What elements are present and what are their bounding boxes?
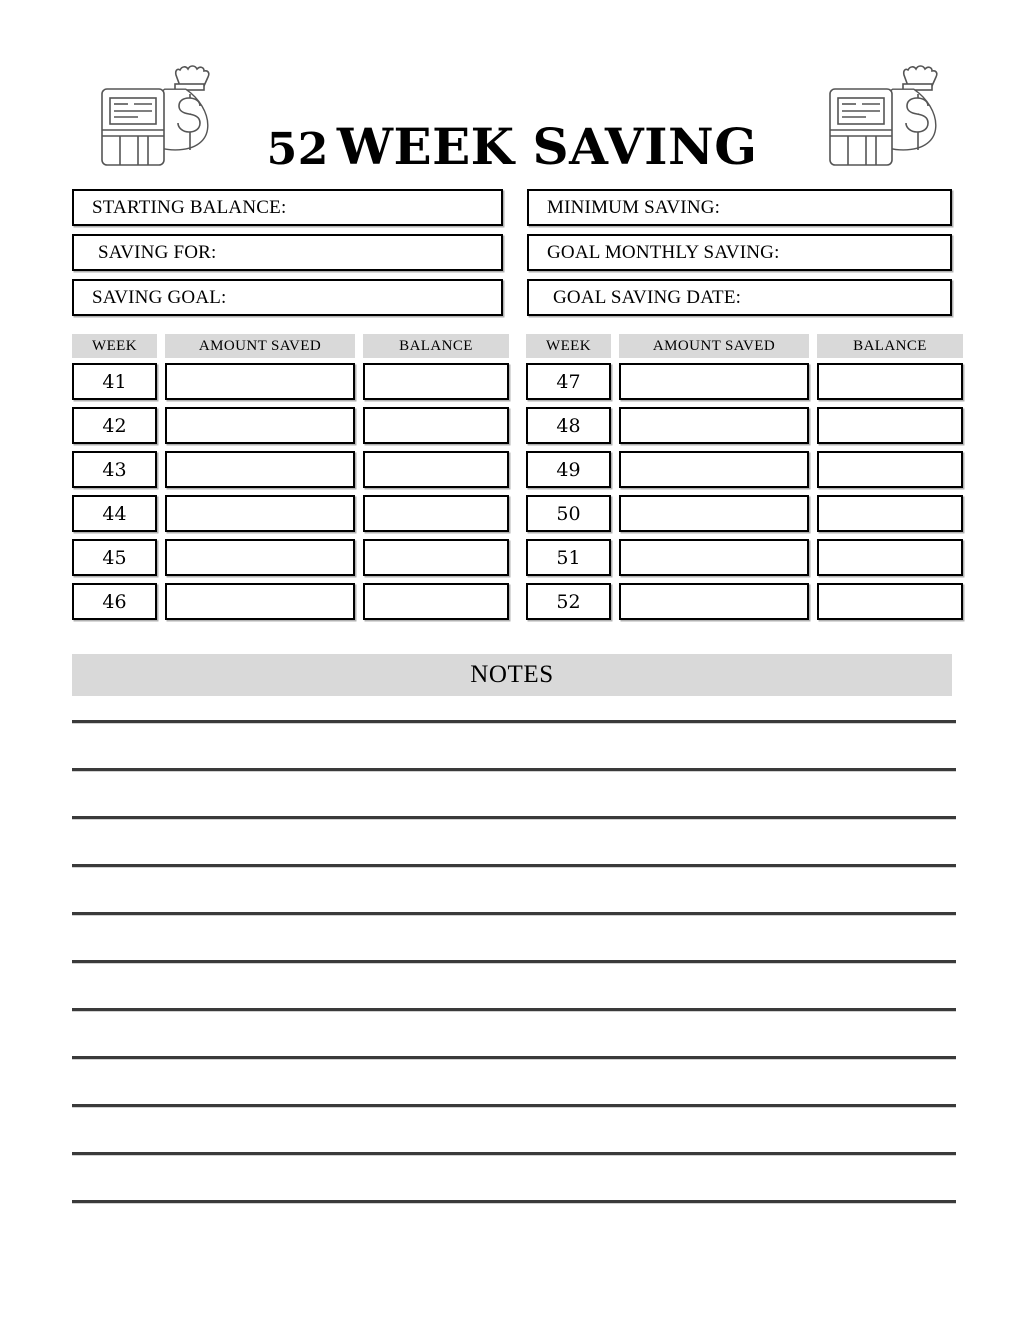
minimum-saving-field[interactable]: [527, 189, 952, 226]
column-header-amount: AMOUNT SAVED: [165, 334, 355, 358]
column-header-week: WEEK: [526, 334, 611, 358]
field-row: [72, 189, 952, 226]
week-number-cell: 41: [72, 363, 157, 400]
column-header-balance: BALANCE: [363, 334, 509, 358]
goal-monthly-saving-label: GOAL MONTHLY SAVING:: [547, 241, 780, 263]
table-row: [526, 451, 963, 488]
saving-for-field[interactable]: [72, 234, 503, 271]
notes-title: NOTES: [470, 661, 554, 688]
savings-table-right: [526, 334, 963, 627]
amount-saved-input[interactable]: [619, 407, 809, 444]
week-number-cell: 52: [526, 583, 611, 620]
notes-line[interactable]: [72, 1152, 956, 1155]
table-body-left: [72, 363, 509, 620]
week-number-cell: 44: [72, 495, 157, 532]
amount-saved-input[interactable]: [165, 363, 355, 400]
week-number-cell: 42: [72, 407, 157, 444]
saving-for-label: SAVING FOR:: [98, 241, 217, 263]
goal-saving-date-label: GOAL SAVING DATE:: [553, 286, 742, 308]
balance-input[interactable]: [363, 363, 509, 400]
column-header-balance: BALANCE: [817, 334, 963, 358]
table-row: [526, 363, 963, 400]
week-number-cell: 48: [526, 407, 611, 444]
amount-saved-input[interactable]: [619, 583, 809, 620]
starting-balance-field[interactable]: [72, 189, 503, 226]
balance-input[interactable]: [363, 539, 509, 576]
balance-input[interactable]: [817, 407, 963, 444]
week-number-cell: 51: [526, 539, 611, 576]
notes-line[interactable]: [72, 816, 956, 819]
minimum-saving-label: MINIMUM SAVING:: [547, 196, 721, 218]
table-row: [526, 495, 963, 532]
saving-goal-label: SAVING GOAL:: [92, 286, 227, 308]
amount-saved-input[interactable]: [165, 539, 355, 576]
starting-balance-label: STARTING BALANCE:: [92, 196, 287, 218]
table-row: [72, 583, 509, 620]
table-row: [526, 407, 963, 444]
calculator-money-bag-icon: [808, 54, 943, 174]
notes-line[interactable]: [72, 1056, 956, 1059]
amount-saved-input[interactable]: [165, 583, 355, 620]
week-number-cell: 45: [72, 539, 157, 576]
table-row: [72, 451, 509, 488]
page-header: [0, 48, 1024, 178]
balance-input[interactable]: [363, 583, 509, 620]
field-row: [72, 234, 952, 271]
amount-saved-input[interactable]: [619, 495, 809, 532]
table-row: [526, 539, 963, 576]
savings-tables: [72, 334, 956, 627]
notes-line[interactable]: [72, 912, 956, 915]
table-row: [526, 583, 963, 620]
title-number: 52: [266, 123, 329, 175]
savings-table-left: [72, 334, 509, 627]
balance-input[interactable]: [363, 451, 509, 488]
amount-saved-input[interactable]: [165, 451, 355, 488]
column-header-week: WEEK: [72, 334, 157, 358]
summary-fields: [72, 189, 952, 324]
saving-goal-field[interactable]: [72, 279, 503, 316]
table-header-row: [526, 334, 963, 358]
week-number-cell: 50: [526, 495, 611, 532]
week-number-cell: 43: [72, 451, 157, 488]
balance-input[interactable]: [363, 407, 509, 444]
week-number-cell: 46: [72, 583, 157, 620]
balance-input[interactable]: [363, 495, 509, 532]
table-header-row: [72, 334, 509, 358]
amount-saved-input[interactable]: [619, 451, 809, 488]
week-number-cell: 47: [526, 363, 611, 400]
amount-saved-input[interactable]: [619, 539, 809, 576]
goal-monthly-saving-field[interactable]: [527, 234, 952, 271]
week-number-cell: 49: [526, 451, 611, 488]
notes-line[interactable]: [72, 768, 956, 771]
notes-line[interactable]: [72, 960, 956, 963]
amount-saved-input[interactable]: [165, 407, 355, 444]
notes-line[interactable]: [72, 720, 956, 723]
notes-writing-area[interactable]: [72, 720, 956, 1248]
balance-input[interactable]: [817, 451, 963, 488]
notes-line[interactable]: [72, 864, 956, 867]
balance-input[interactable]: [817, 495, 963, 532]
notes-line[interactable]: [72, 1008, 956, 1011]
table-row: [72, 363, 509, 400]
amount-saved-input[interactable]: [165, 495, 355, 532]
balance-input[interactable]: [817, 363, 963, 400]
column-header-amount: AMOUNT SAVED: [619, 334, 809, 358]
table-row: [72, 495, 509, 532]
notes-line[interactable]: [72, 1200, 956, 1203]
notes-line[interactable]: [72, 1104, 956, 1107]
table-body-right: [526, 363, 963, 620]
table-row: [72, 539, 509, 576]
field-row: [72, 279, 952, 316]
goal-saving-date-field[interactable]: [527, 279, 952, 316]
balance-input[interactable]: [817, 539, 963, 576]
title-text: WEEK SAVING: [336, 116, 758, 176]
table-row: [72, 407, 509, 444]
amount-saved-input[interactable]: [619, 363, 809, 400]
balance-input[interactable]: [817, 583, 963, 620]
notes-banner: [72, 654, 952, 696]
